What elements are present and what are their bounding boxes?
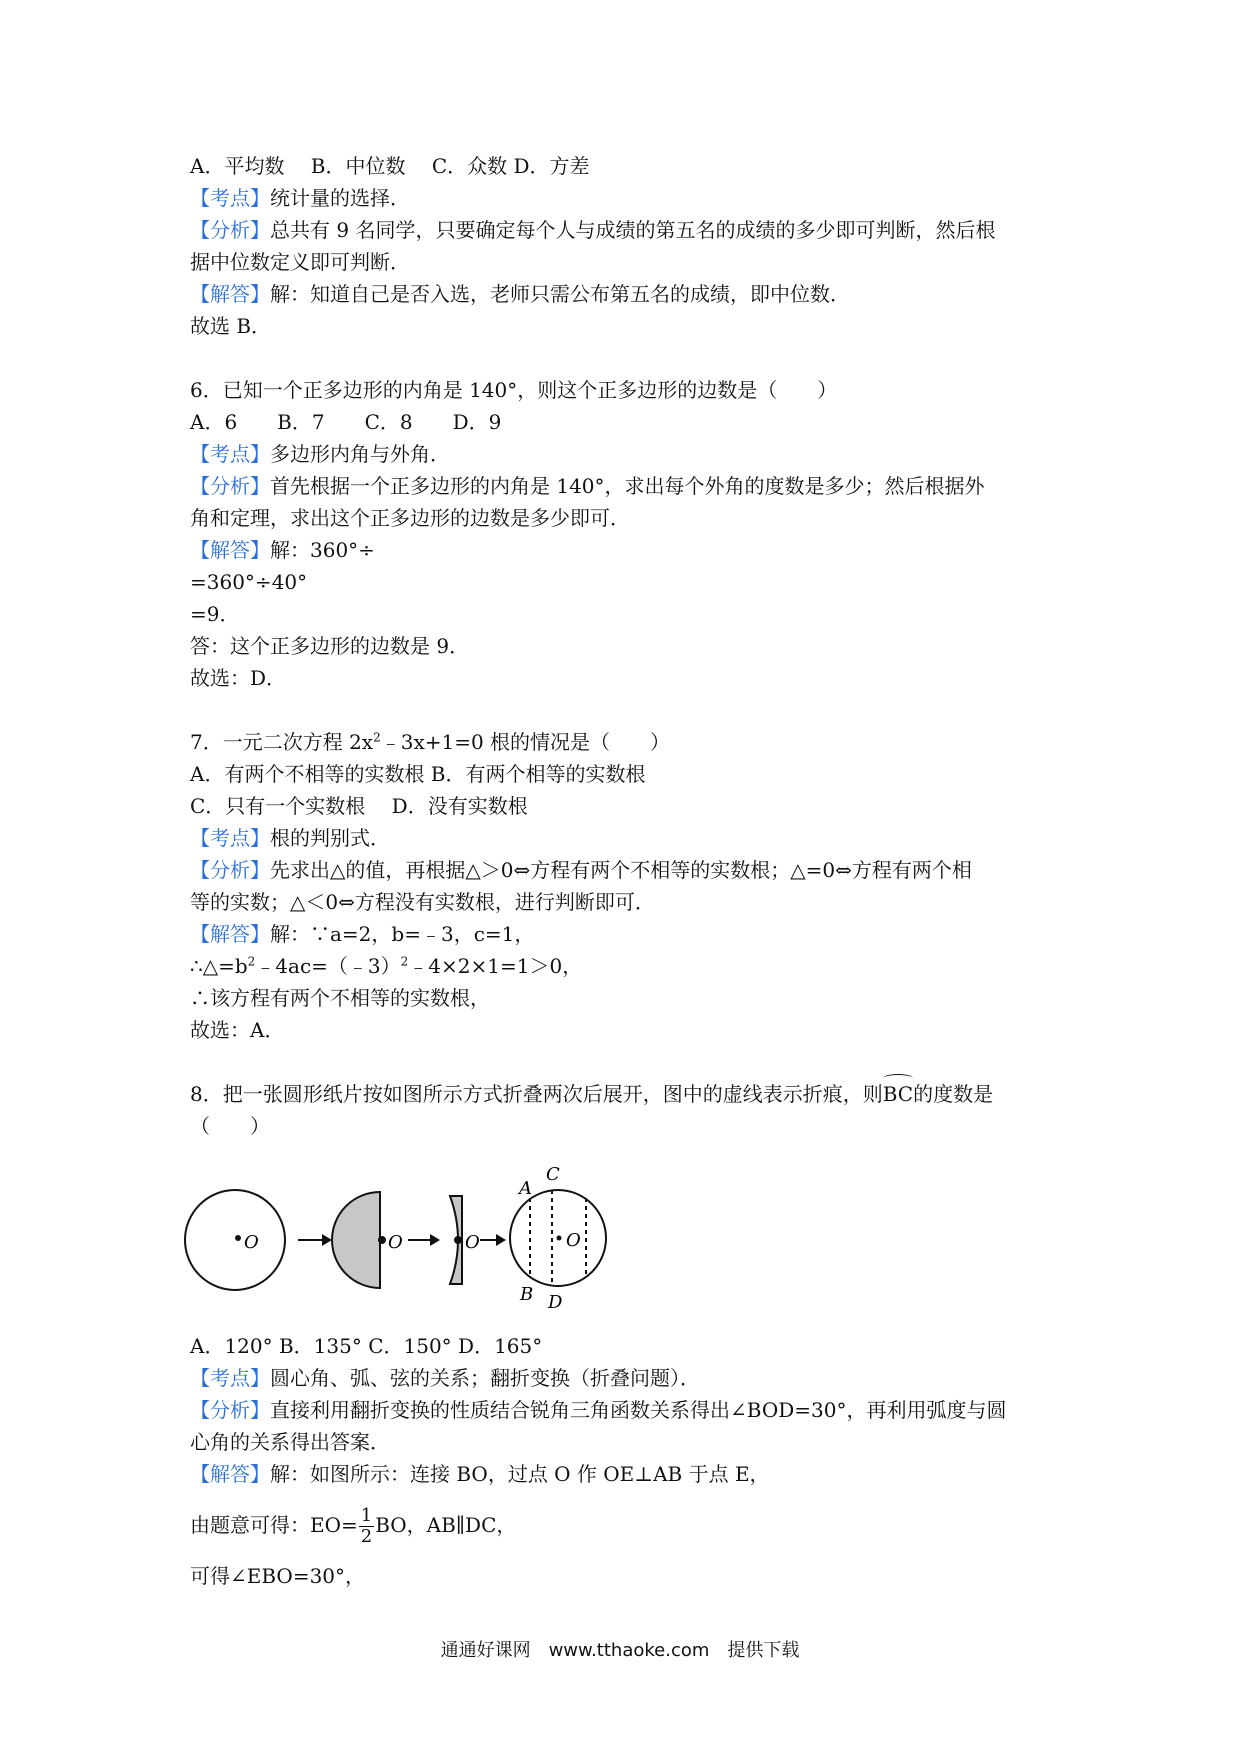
line-fenxi-7 [190, 854, 972, 886]
question-6: 6．已知一个正多边形的内角是 140°，则这个正多边形的边数是（ ） [190, 378, 838, 402]
line-fenxi-5-cont: 据中位数定义即可判断． [190, 250, 410, 274]
line-options-7a: A．有两个不相等的实数根 B．有两个相等的实数根 [190, 762, 646, 786]
label-c: C [546, 1164, 560, 1185]
arrow-3 [480, 1234, 506, 1246]
line-options-5: A．平均数 B．中位数 C．众数 D．方差 [190, 154, 590, 178]
arrow-2 [408, 1234, 440, 1246]
line-answer-6: 故选：D． [190, 666, 287, 690]
delta-exponent-1: 2 [247, 954, 256, 969]
delta-text-b: ﹣4ac=（﹣3） [255, 954, 401, 978]
arrow-1 [298, 1234, 332, 1246]
line-fenxi-6-cont: 角和定理，求出这个正多边形的边数是多少即可． [190, 506, 630, 530]
page-footer: 通通好课网 www.tthaoke.com 提供下载 [440, 1640, 800, 1661]
label-b: B [520, 1284, 534, 1305]
label-d: D [548, 1292, 563, 1313]
q8-text-a: 8．把一张圆形纸片按如图所示方式折叠两次后展开，图中的虚线表示折痕，则 [190, 1082, 883, 1106]
line-answer-7: 故选：A． [190, 1018, 285, 1042]
unfolded-circle-step-4 [510, 1164, 606, 1313]
label-a: A [519, 1178, 532, 1199]
question-8 [190, 1078, 993, 1110]
tag-fenxi: 【分析】 [190, 858, 270, 882]
fraction-denominator: 2 [360, 1526, 373, 1547]
tag-jieda: 【解答】 [190, 282, 270, 306]
fenxi-text: 先求出△的值，再根据△＞0⇔方程有两个不相等的实数根；△=0⇔方程有两个相 [270, 858, 972, 882]
label-o-3: O [465, 1232, 480, 1253]
line-jieda-8 [190, 1458, 770, 1490]
jieda-text: 解：如图所示：连接 BO，过点 O 作 OE⊥AB 于点 E， [270, 1462, 770, 1486]
line-kaodian-7 [190, 822, 390, 854]
line-jieda-6 [190, 534, 375, 566]
line-options-7b: C．只有一个实数根 D．没有实数根 [190, 794, 528, 818]
tag-kaodian: 【考点】 [190, 1366, 270, 1390]
delta-text-a: ∴△=b [190, 954, 248, 978]
folding-figure [180, 1160, 620, 1320]
line-jieda-6-step1: =360°÷40° [190, 570, 308, 594]
jieda-text: 解：∵a=2，b=﹣3，c=1， [270, 922, 535, 946]
line-jieda-8-fraction [190, 1502, 516, 1548]
tag-jieda: 【解答】 [190, 1462, 270, 1486]
tag-kaodian: 【考点】 [190, 442, 270, 466]
fenxi-text: 总共有 9 名同学，只要确定每个人与成绩的第五名的成绩的多少即可判断，然后根 [270, 218, 996, 242]
q8-text-b: 的度数是 [913, 1082, 994, 1106]
arc-bc: BC [883, 1078, 913, 1110]
circle-step-1 [185, 1190, 285, 1290]
jieda-text: 解：360°÷ [270, 538, 375, 562]
q7-exponent: 2 [373, 730, 381, 745]
line-jieda-5 [190, 278, 850, 310]
tag-kaodian: 【考点】 [190, 826, 270, 850]
line-options-8: A．120° B．135° C．150° D．165° [190, 1334, 543, 1358]
line-jieda-7 [190, 918, 534, 950]
line-kaodian-5 [190, 182, 410, 214]
half-circle-step-2 [332, 1192, 403, 1288]
kaodian-text: 根的判别式． [270, 826, 390, 850]
label-o-1: O [244, 1232, 259, 1253]
fenxi-text: 首先根据一个正多边形的内角是 140°，求出每个外角的度数是多少；然后根据外 [270, 474, 985, 498]
q7-text-b: ﹣3x+1=0 根的情况是（ ） [380, 730, 671, 754]
line-fenxi-6 [190, 470, 985, 502]
line-answer-5: 故选 B． [190, 314, 272, 338]
line-fenxi-7-cont: 等的实数；△＜0⇔方程没有实数根，进行判断即可． [190, 890, 655, 914]
tag-fenxi: 【分析】 [190, 1398, 270, 1422]
question-7 [190, 726, 670, 758]
label-o-2: O [388, 1232, 403, 1253]
line-jieda-8-angle: 可得∠EBO=30°， [190, 1564, 366, 1588]
line-kaodian-6 [190, 438, 450, 470]
tag-jieda: 【解答】 [190, 538, 270, 562]
frac-line-text-b: BO，AB∥DC， [375, 1513, 517, 1537]
line-jieda-7-conclusion: ∴该方程有两个不相等的实数根， [190, 986, 490, 1010]
q7-text-a: 7．一元二次方程 2x [190, 730, 374, 754]
line-fenxi-5 [190, 214, 995, 246]
line-fenxi-8 [190, 1394, 1006, 1426]
fraction-one-half [359, 1506, 374, 1547]
delta-exponent-2: 2 [400, 954, 409, 969]
fenxi-text: 直接利用翻折变换的性质结合锐角三角函数关系得出∠BOD=30°，再利用弧度与圆 [270, 1398, 1007, 1422]
jieda-text: 解：知道自己是否入选，老师只需公布第五名的成绩，即中位数． [270, 282, 850, 306]
line-options-6: A．6 B．7 C．8 D．9 [190, 410, 502, 434]
question-8-bracket: （ ） [190, 1114, 270, 1138]
line-jieda-6-step2: =9． [190, 602, 240, 626]
fraction-numerator: 1 [360, 1505, 373, 1526]
line-kaodian-8 [190, 1362, 700, 1394]
tag-fenxi: 【分析】 [190, 218, 270, 242]
kaodian-text: 统计量的选择． [270, 186, 410, 210]
tag-kaodian: 【考点】 [190, 186, 270, 210]
line-jieda-6-answer: 答：这个正多边形的边数是 9． [190, 634, 470, 658]
label-o-4: O [566, 1230, 581, 1251]
kaodian-text: 圆心角、弧、弦的关系；翻折变换（折叠问题）． [270, 1366, 700, 1390]
delta-text-c: ﹣4×2×1=1＞0， [408, 954, 583, 978]
tag-jieda: 【解答】 [190, 922, 270, 946]
tag-fenxi: 【分析】 [190, 474, 270, 498]
frac-line-text-a: 由题意可得：EO= [190, 1513, 358, 1537]
line-jieda-7-delta [190, 950, 582, 982]
kaodian-text: 多边形内角与外角． [270, 442, 450, 466]
line-fenxi-8-cont: 心角的关系得出答案． [190, 1430, 390, 1454]
folded-step-3 [450, 1196, 480, 1284]
